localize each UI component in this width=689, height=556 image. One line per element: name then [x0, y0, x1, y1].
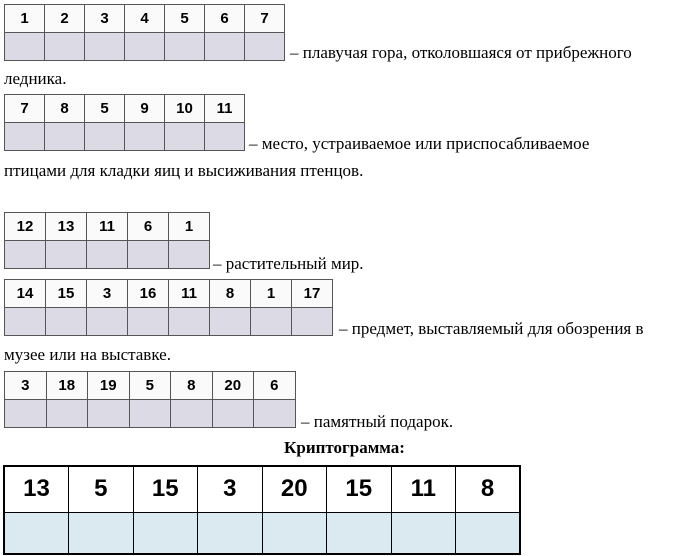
- answer-cell[interactable]: [45, 123, 85, 151]
- clue-text: – памятный подарок.: [301, 412, 454, 431]
- number-cell: 6: [205, 5, 245, 33]
- puzzle-5: [4, 371, 296, 428]
- number-cell: 12: [5, 213, 46, 241]
- puzzle-2: [4, 94, 245, 151]
- number-cell: 8: [171, 372, 213, 400]
- answer-cell[interactable]: [85, 33, 125, 61]
- cryptogram-answer-cell[interactable]: [456, 512, 521, 554]
- number-cell: 6: [254, 372, 296, 400]
- answer-cell[interactable]: [125, 123, 165, 151]
- cryptogram-answer-cell[interactable]: [69, 512, 134, 554]
- clue-text-continued: музее или на выставке.: [4, 345, 171, 364]
- cryptogram-answer-cell[interactable]: [4, 512, 69, 554]
- puzzle-grid: [4, 371, 296, 428]
- answer-cell[interactable]: [165, 123, 205, 151]
- answer-cell[interactable]: [169, 241, 210, 269]
- number-cell: 1: [5, 5, 45, 33]
- answer-row: [5, 241, 210, 269]
- number-row: [5, 280, 333, 308]
- cryptogram-answer-cell[interactable]: [133, 512, 198, 554]
- number-cell: 8: [45, 95, 85, 123]
- answer-cell[interactable]: [5, 241, 46, 269]
- number-cell: 14: [5, 280, 46, 308]
- answer-cell[interactable]: [87, 308, 128, 336]
- number-cell: 8: [210, 280, 251, 308]
- answer-cell[interactable]: [205, 123, 245, 151]
- number-cell: 1: [169, 213, 210, 241]
- puzzle-grid: [4, 4, 285, 61]
- answer-cell[interactable]: [5, 308, 46, 336]
- number-row: [5, 5, 285, 33]
- answer-cell[interactable]: [85, 123, 125, 151]
- cryptogram-number-cell: 15: [133, 466, 198, 512]
- answer-cell[interactable]: [212, 400, 254, 428]
- cryptogram-answer-cell[interactable]: [198, 512, 263, 554]
- answer-cell[interactable]: [128, 308, 169, 336]
- cryptogram-grid: [3, 465, 521, 555]
- clue-text: – плавучая гора, отколовшаяся от прибрежного: [290, 43, 632, 62]
- puzzle-grid: [4, 94, 245, 151]
- answer-cell[interactable]: [5, 400, 47, 428]
- answer-cell[interactable]: [125, 33, 165, 61]
- answer-cell[interactable]: [165, 33, 205, 61]
- answer-row: [4, 512, 520, 554]
- number-row: [5, 213, 210, 241]
- cryptogram-answer-cell[interactable]: [262, 512, 327, 554]
- number-row: [5, 95, 245, 123]
- clue-text-continued: ледника.: [4, 69, 67, 88]
- number-cell: 1: [251, 280, 292, 308]
- number-cell: 5: [165, 5, 205, 33]
- answer-cell[interactable]: [205, 33, 245, 61]
- answer-cell[interactable]: [45, 33, 85, 61]
- number-cell: 7: [245, 5, 285, 33]
- cryptogram-number-cell: 8: [456, 466, 521, 512]
- number-cell: 9: [125, 95, 165, 123]
- clue-text: – место, устраиваемое или приспосабливаемое: [249, 134, 590, 153]
- clue-text: – предмет, выставляемый для обозрения в: [339, 319, 644, 338]
- puzzle-3: [4, 212, 210, 269]
- puzzle-1: [4, 4, 285, 61]
- answer-row: [5, 33, 285, 61]
- number-cell: 16: [128, 280, 169, 308]
- answer-cell[interactable]: [46, 308, 87, 336]
- cryptogram-number-cell: 13: [4, 466, 69, 512]
- number-cell: 18: [46, 372, 88, 400]
- answer-row: [5, 123, 245, 151]
- number-row: [5, 372, 296, 400]
- clue-text-continued: птицами для кладки яиц и высиживания птенцов.: [4, 161, 364, 180]
- number-cell: 6: [128, 213, 169, 241]
- answer-cell[interactable]: [5, 123, 45, 151]
- cryptogram-answer-cell[interactable]: [327, 512, 392, 554]
- answer-cell[interactable]: [292, 308, 333, 336]
- answer-cell[interactable]: [210, 308, 251, 336]
- answer-cell[interactable]: [5, 33, 45, 61]
- cryptogram-answer-cell[interactable]: [391, 512, 456, 554]
- answer-cell[interactable]: [88, 400, 130, 428]
- cryptogram-number-cell: 11: [391, 466, 456, 512]
- number-cell: 11: [87, 213, 128, 241]
- number-cell: 20: [212, 372, 254, 400]
- number-cell: 10: [165, 95, 205, 123]
- number-cell: 5: [129, 372, 171, 400]
- number-cell: 5: [85, 95, 125, 123]
- number-cell: 3: [85, 5, 125, 33]
- number-cell: 4: [125, 5, 165, 33]
- number-cell: 11: [205, 95, 245, 123]
- puzzle-grid: [4, 212, 210, 269]
- number-row: [4, 466, 520, 512]
- answer-cell[interactable]: [46, 400, 88, 428]
- puzzle-grid: [4, 279, 333, 336]
- cryptogram-number-cell: 5: [69, 466, 134, 512]
- number-cell: 17: [292, 280, 333, 308]
- answer-cell[interactable]: [128, 241, 169, 269]
- cryptogram-number-cell: 3: [198, 466, 263, 512]
- number-cell: 3: [5, 372, 47, 400]
- answer-row: [5, 308, 333, 336]
- answer-row: [5, 400, 296, 428]
- number-cell: 3: [87, 280, 128, 308]
- cryptogram-number-cell: 20: [262, 466, 327, 512]
- answer-cell[interactable]: [251, 308, 292, 336]
- answer-cell[interactable]: [245, 33, 285, 61]
- clue-text: – растительный мир.: [213, 254, 364, 273]
- answer-cell[interactable]: [254, 400, 296, 428]
- answer-cell[interactable]: [87, 241, 128, 269]
- answer-cell[interactable]: [169, 308, 210, 336]
- answer-cell[interactable]: [171, 400, 213, 428]
- answer-cell[interactable]: [46, 241, 87, 269]
- number-cell: 11: [169, 280, 210, 308]
- number-cell: 2: [45, 5, 85, 33]
- number-cell: 7: [5, 95, 45, 123]
- number-cell: 15: [46, 280, 87, 308]
- number-cell: 19: [88, 372, 130, 400]
- cryptogram-title: Криптограмма:: [284, 438, 405, 457]
- number-cell: 13: [46, 213, 87, 241]
- puzzle-4: [4, 279, 333, 336]
- cryptogram-number-cell: 15: [327, 466, 392, 512]
- answer-cell[interactable]: [129, 400, 171, 428]
